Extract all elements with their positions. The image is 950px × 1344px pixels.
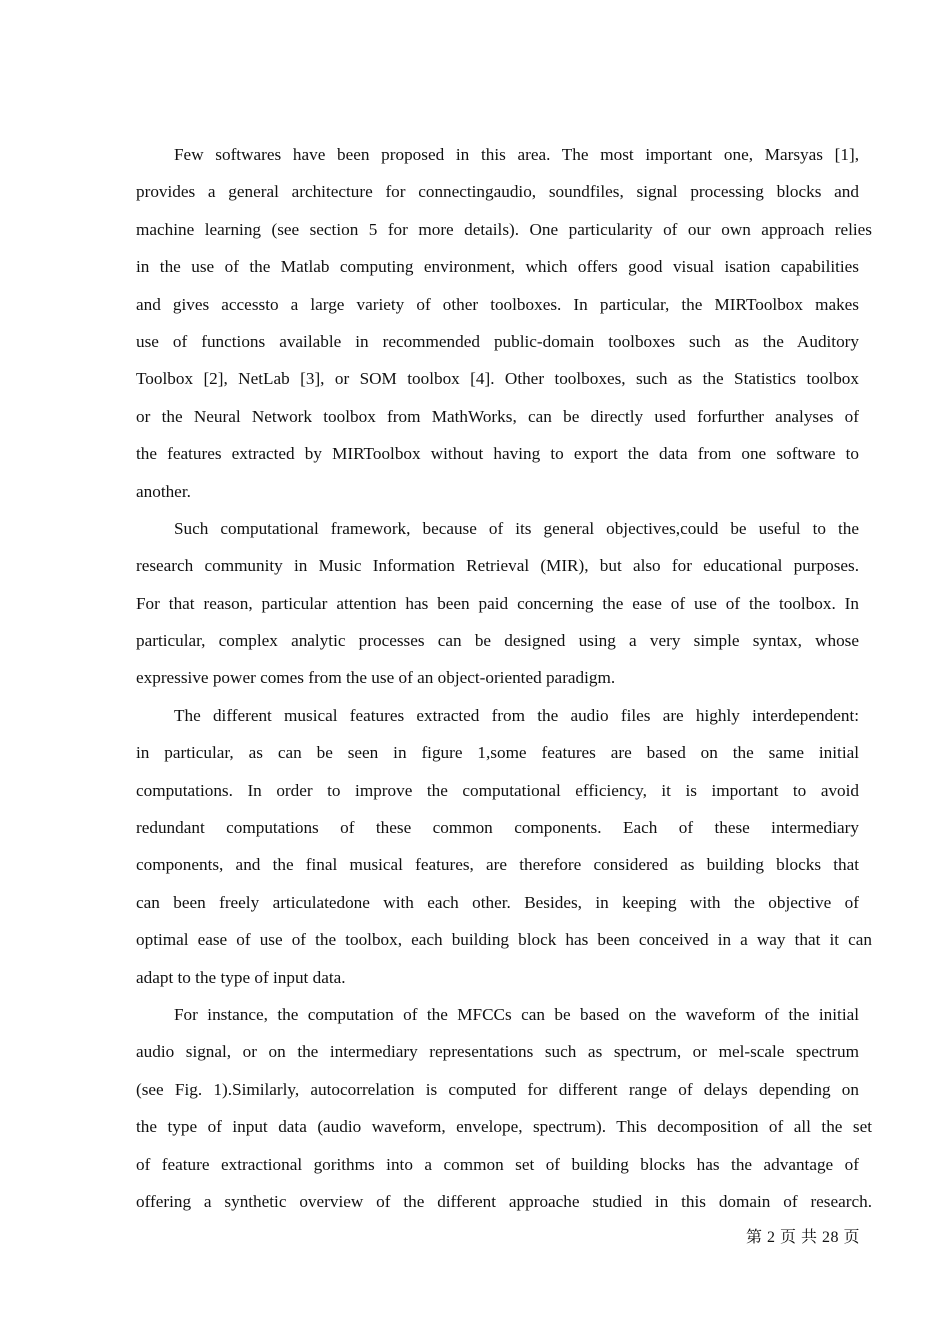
text-line: can been freely articulatedone with each other. Besides, in keeping with the objective of: [136, 892, 859, 912]
text-line: offering a synthetic overview of the different approache studied in this domain of research.: [136, 1191, 872, 1211]
text-line: (see Fig. 1).Similarly, autocorrelation is computed for different range of delays depending on: [136, 1079, 859, 1099]
text-line: For instance, the computation of the MFCCs can be based on the waveform of the initial: [174, 1004, 859, 1024]
paragraph-3: [136, 697, 872, 996]
text-line: another.: [136, 481, 191, 501]
text-line: use of functions available in recommended public-domain toolboxes such as the Auditory: [136, 331, 859, 351]
paragraph-1: [136, 136, 872, 510]
body-text: [136, 136, 872, 1220]
paragraph-2: [136, 510, 859, 697]
text-line: adapt to the type of input data.: [136, 967, 346, 987]
text-line: The different musical features extracted from the audio files are highly interdependent:: [174, 705, 859, 725]
text-line: optimal ease of use of the toolbox, each building block has been conceived in a way that it can: [136, 930, 872, 950]
text-line: the features extracted by MIRToolbox without having to export the data from one software to: [136, 444, 859, 464]
text-line: Toolbox [2], NetLab [3], or SOM toolbox [4]. Other toolboxes, such as the Statistics toolbox: [136, 369, 859, 389]
text-line: in particular, as can be seen in figure 1,some features are based on the same initial: [136, 743, 859, 763]
text-line: provides a general architecture for connectingaudio, soundfiles, signal processing blocks and: [136, 182, 859, 202]
text-line: or the Neural Network toolbox from MathWorks, can be directly used forfurther analyses of: [136, 406, 859, 426]
text-line: expressive power comes from the use of an object-oriented paradigm.: [136, 668, 616, 688]
text-line: particular, complex analytic processes can be designed using a very simple syntax, whose: [136, 631, 859, 651]
text-line: machine learning (see section 5 for more details). One particularity of our own approach relies: [136, 219, 872, 239]
text-line: components, and the final musical features, are therefore considered as building blocks that: [136, 855, 859, 875]
text-line: Few softwares have been proposed in this area. The most important one, Marsyas [1],: [174, 145, 859, 164]
text-line: computations. In order to improve the computational efficiency, it is important to avoid: [136, 780, 859, 800]
text-line: and gives accessto a large variety of other toolboxes. In particular, the MIRToolbox makes: [136, 294, 859, 314]
page-number-footer: 第 2 页 共 28 页: [745, 1229, 860, 1246]
text-line: of feature extractional gorithms into a common set of building blocks has the advantage of: [136, 1154, 859, 1174]
text-line: redundant computations of these common components. Each of these intermediary: [136, 818, 859, 838]
text-line: For that reason, particular attention has been paid concerning the ease of use of the toolbox. In: [136, 593, 859, 613]
text-line: in the use of the Matlab computing environment, which offers good visual isation capabilities: [136, 257, 859, 277]
paragraph-4: [136, 996, 872, 1220]
text-line: research community in Music Information Retrieval (MIR), but also for educational purposes.: [136, 556, 859, 576]
text-line: the type of input data (audio waveform, envelope, spectrum). This decomposition of all the set: [136, 1117, 872, 1137]
text-line: Such computational framework, because of its general objectives,could be useful to the: [174, 518, 859, 538]
text-line: audio signal, or on the intermediary representations such as spectrum, or mel-scale spectrum: [136, 1042, 859, 1062]
